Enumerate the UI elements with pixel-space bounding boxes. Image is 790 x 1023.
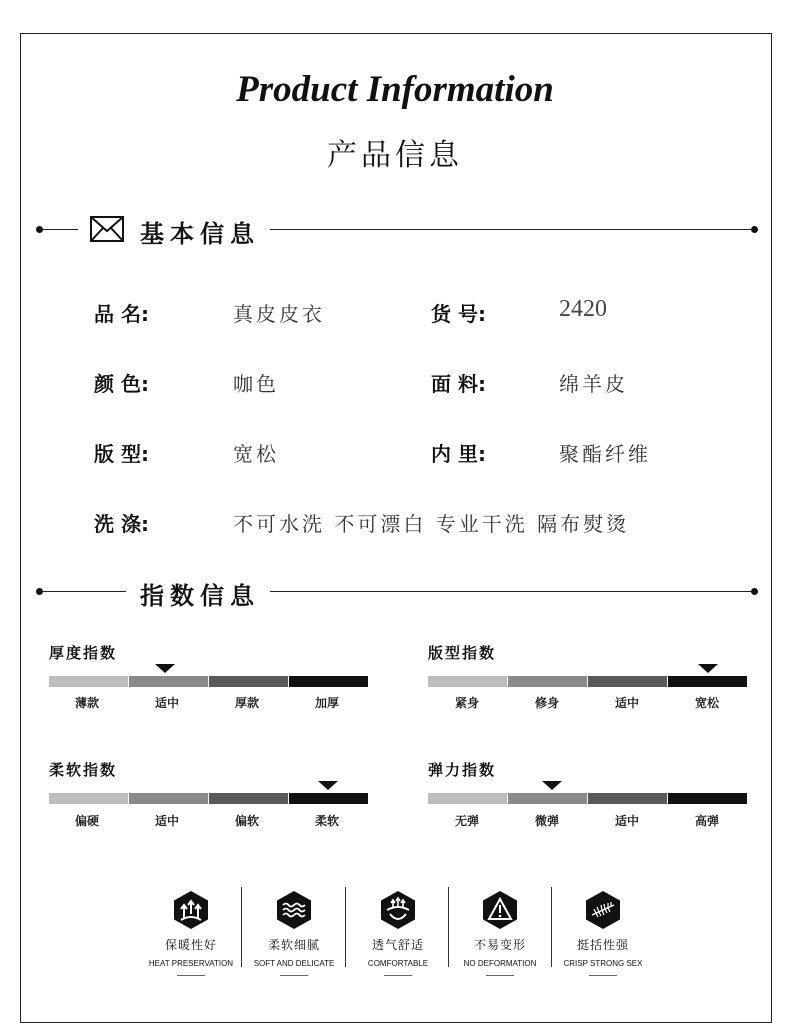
- feature-underline: [177, 975, 205, 976]
- index-bar: [428, 793, 747, 804]
- feature-underline: [486, 975, 514, 976]
- wave-icon: [274, 890, 314, 930]
- index-option: 宽松: [694, 696, 719, 710]
- index-bar-segment: [209, 793, 288, 804]
- field-value-fabric: 绵羊皮: [559, 372, 628, 396]
- feature-label-cn: 不易变形: [473, 938, 526, 952]
- index-bar-segment: [209, 676, 288, 687]
- index-title-softness: 柔软指数: [49, 761, 118, 779]
- feature-comfortable: [347, 890, 449, 976]
- page-title-en: Product Information: [236, 69, 554, 110]
- feather-icon: [583, 890, 623, 930]
- feature-crisp-strong: [552, 890, 654, 976]
- index-option: 厚款: [234, 696, 259, 710]
- feature-label-cn: 挺括性强: [576, 938, 629, 952]
- index-marker: [542, 781, 562, 790]
- feature-separator: [345, 887, 346, 967]
- feature-heat-preservation: [140, 890, 242, 976]
- index-option: 偏硬: [74, 814, 99, 828]
- index-marker: [318, 781, 338, 790]
- feature-soft-delicate: [243, 890, 345, 976]
- index-title-elasticity: 弹力指数: [428, 761, 497, 779]
- field-value-fit: 宽松: [233, 442, 279, 466]
- field-value-wash: 不可水洗 不可漂白 专业干洗 隔布熨烫: [233, 512, 630, 536]
- index-labels-fit: [427, 694, 747, 711]
- index-option: 高弹: [694, 814, 719, 828]
- index-bar-segment: [49, 676, 128, 687]
- breathable-icon: [378, 890, 418, 930]
- feature-label-en: SOFT AND DELICATE: [253, 959, 335, 968]
- index-bar: [428, 676, 747, 687]
- index-option: 适中: [154, 696, 179, 710]
- index-title-thickness: 厚度指数: [49, 644, 118, 662]
- feature-underline: [384, 975, 412, 976]
- feature-label-en: HEAT PRESERVATION: [148, 959, 234, 968]
- index-bar: [49, 676, 368, 687]
- index-option: 偏软: [234, 814, 259, 828]
- feature-label-cn: 保暖性好: [164, 938, 217, 952]
- index-option: 紧身: [454, 696, 479, 710]
- field-value-sku: 2420: [559, 296, 607, 322]
- page-title-cn: 产品信息: [327, 138, 463, 173]
- index-marker: [155, 664, 175, 673]
- feature-label-cn: 柔软细腻: [267, 938, 320, 952]
- feature-underline: [280, 975, 308, 976]
- index-option: 适中: [154, 814, 179, 828]
- heat-arrows-icon: [171, 890, 211, 930]
- field-value-lining: 聚酯纤维: [559, 442, 651, 466]
- index-option: 微弹: [534, 814, 559, 828]
- field-label-name: 品 名:: [94, 302, 149, 326]
- index-option: 适中: [614, 696, 639, 710]
- index-bar-segment: [428, 676, 507, 687]
- index-labels-elasticity: [427, 812, 747, 829]
- field-label-sku: 货 号:: [431, 302, 486, 326]
- index-section-line-right: [270, 591, 753, 592]
- field-label-fabric: 面 料:: [431, 372, 486, 396]
- envelope-icon: [90, 216, 124, 242]
- feature-underline: [589, 975, 617, 976]
- feature-label-en: NO DEFORMATION: [463, 959, 537, 968]
- section-line-right: [270, 229, 753, 230]
- section-title-index: 指数信息: [140, 582, 260, 610]
- index-option: 柔软: [314, 814, 339, 828]
- index-bar-segment: [49, 793, 128, 804]
- field-label-wash: 洗 涤:: [94, 512, 149, 536]
- index-bar-segment: [668, 676, 747, 687]
- field-label-lining: 内 里:: [431, 442, 486, 466]
- index-labels-thickness: [47, 694, 367, 711]
- index-bar: [49, 793, 368, 804]
- index-title-fit: 版型指数: [428, 644, 497, 662]
- field-value-name: 真皮皮衣: [233, 302, 325, 326]
- index-bar-segment: [668, 793, 747, 804]
- feature-no-deformation: [449, 890, 551, 976]
- index-bar-segment: [508, 793, 587, 804]
- index-option: 无弹: [454, 814, 479, 828]
- index-bar-segment: [289, 793, 368, 804]
- index-bar-segment: [129, 676, 208, 687]
- feature-label-cn: 透气舒适: [371, 938, 424, 952]
- field-label-color: 颜 色:: [94, 372, 149, 396]
- index-bar-segment: [289, 676, 368, 687]
- field-value-color: 咖色: [233, 372, 279, 396]
- index-marker: [698, 664, 718, 673]
- feature-label-en: CRISP STRONG SEX: [563, 959, 643, 968]
- warning-triangle-icon: [480, 890, 520, 930]
- section-title-basic: 基本信息: [140, 220, 260, 248]
- index-bar-segment: [588, 676, 667, 687]
- index-bar-segment: [588, 793, 667, 804]
- index-option: 薄款: [74, 696, 99, 710]
- index-option: 加厚: [314, 696, 339, 710]
- index-bar-segment: [129, 793, 208, 804]
- index-bar-segment: [428, 793, 507, 804]
- index-section-dot-right: [751, 588, 758, 595]
- field-label-fit: 版 型:: [94, 442, 149, 466]
- section-line-left: [40, 229, 78, 230]
- index-section-line-left: [40, 591, 126, 592]
- index-option: 适中: [614, 814, 639, 828]
- index-bar-segment: [508, 676, 587, 687]
- index-option: 修身: [534, 696, 559, 710]
- feature-separator: [241, 887, 242, 967]
- feature-label-en: COMFORTABLE: [367, 959, 429, 968]
- section-dot-right: [751, 226, 758, 233]
- index-labels-softness: [47, 812, 367, 829]
